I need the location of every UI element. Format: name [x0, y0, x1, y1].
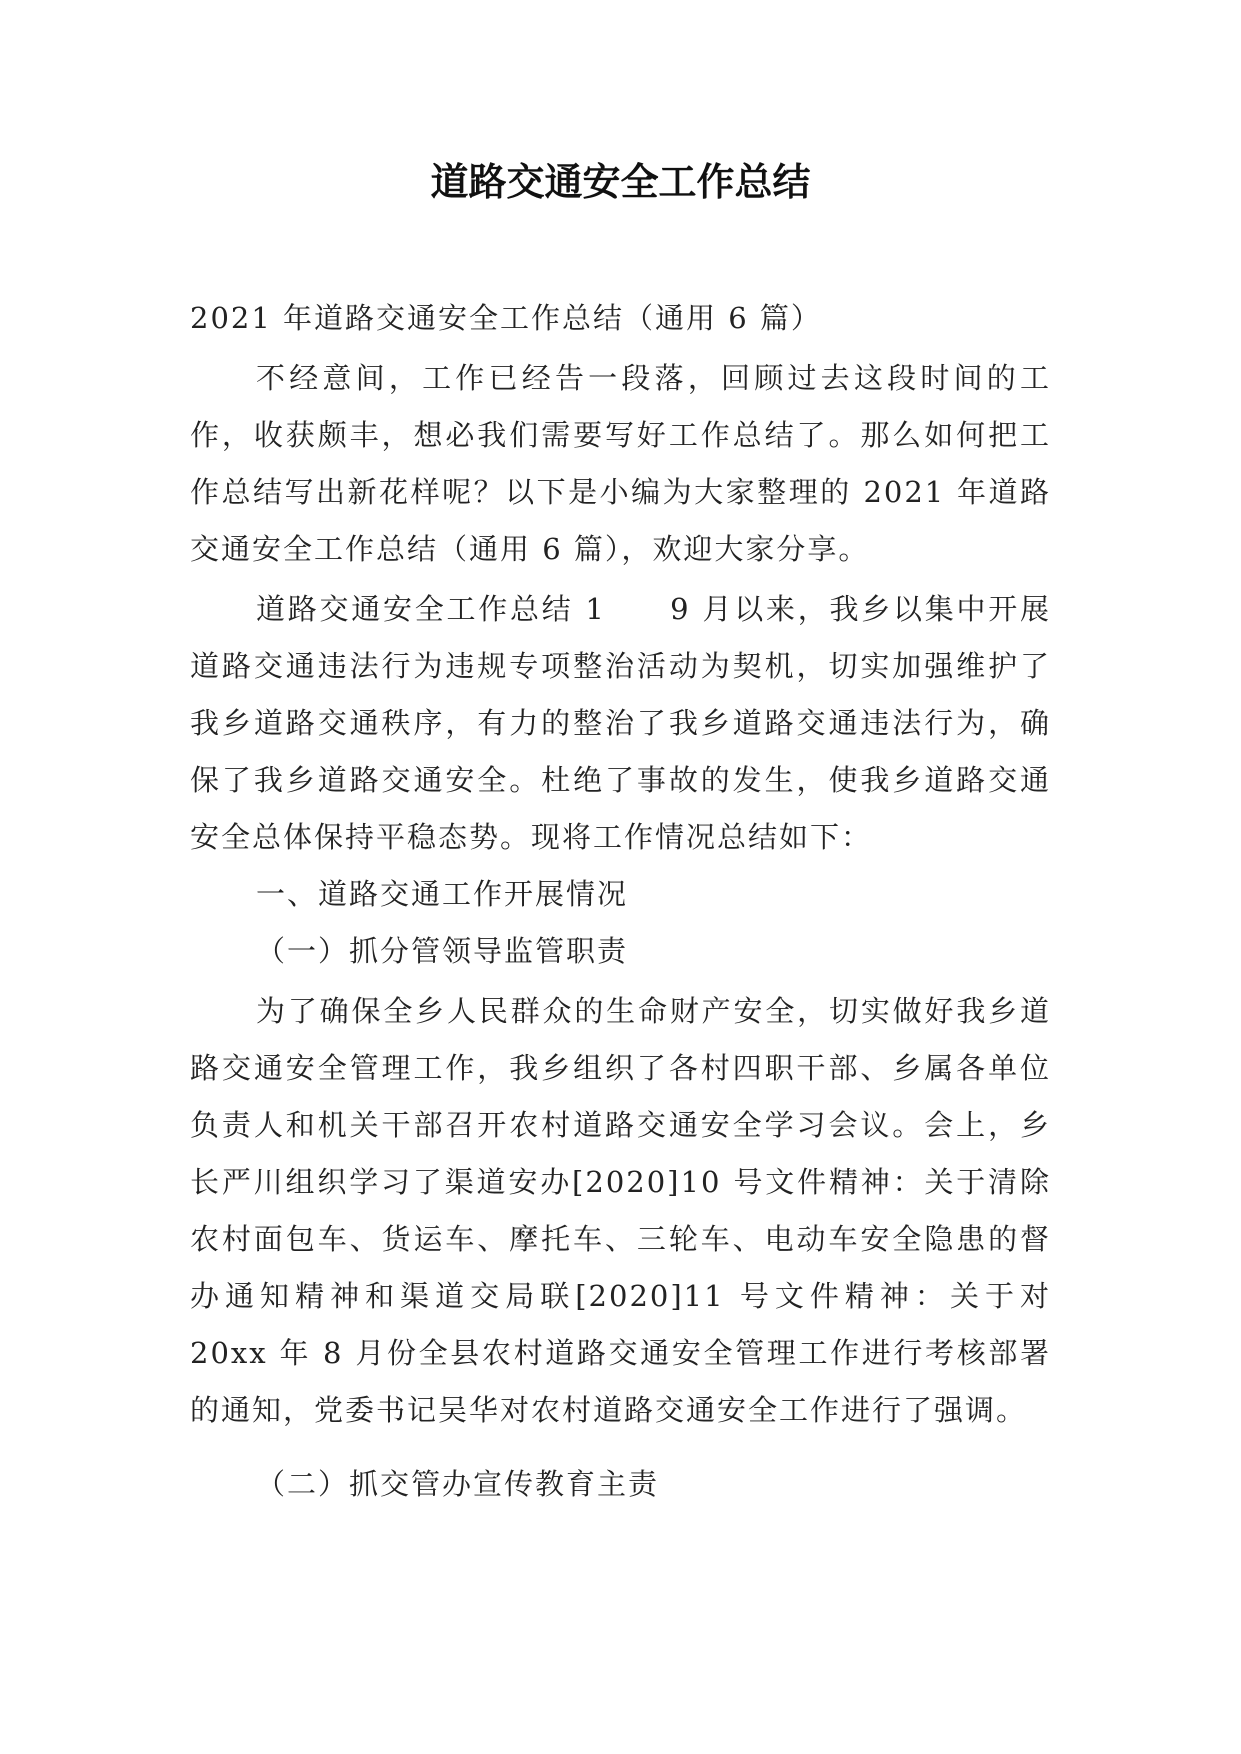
subsection-heading-2: （二）抓交管办宣传教育主责 [256, 1467, 660, 1501]
document-title: 道路交通安全工作总结 [430, 159, 811, 204]
section-heading-1: 一、道路交通工作开展情况 [256, 877, 629, 911]
intro-paragraph: 不经意间，工作已经告一段落，回顾过去这段时间的工作，收获颇丰，想必我们需要写好工作总结了。那么如何把工作总结写出新花样呢？以下是小编为大家整理的 2021 年道路交通安全工作总结（通用 6 篇），欢迎大家分享。 [190, 361, 1051, 566]
document-body [190, 290, 1051, 1513]
body-paragraph-1: 为了确保全乡人民群众的生命财产安全，切实做好我乡道路交通安全管理工作，我乡组织了各村四职干部、乡属各单位负责人和机关干部召开农村道路交通安全学习会议。会上，乡长严川组织学习了渠道安办[2020]10 号文件精神：关于清除农村面包车、货运车、摩托车、三轮车、电动车安全隐患的督办通知精神和渠道交局联[2020]11 号文件精神：关于对 20xx 年 8 月份全县农村道路交通安全管理工作进行考核部署的通知，党委书记吴华对农村道路交通安全工作进行了强调。 [190, 994, 1051, 1427]
document-subtitle: 2021 年道路交通安全工作总结（通用 6 篇） [190, 301, 822, 335]
summary-1-paragraph: 道路交通安全工作总结 1 9 月以来，我乡以集中开展道路交通违法行为违规专项整治活动为契机，切实加强维护了我乡道路交通秩序，有力的整治了我乡道路交通违法行为，确保了我乡道路交通安全。杜绝了事故的发生，使我乡道路交通安全总体保持平稳态势。现将工作情况总结如下： [190, 592, 1051, 854]
subsection-heading-1: （一）抓分管领导监管职责 [256, 934, 629, 968]
